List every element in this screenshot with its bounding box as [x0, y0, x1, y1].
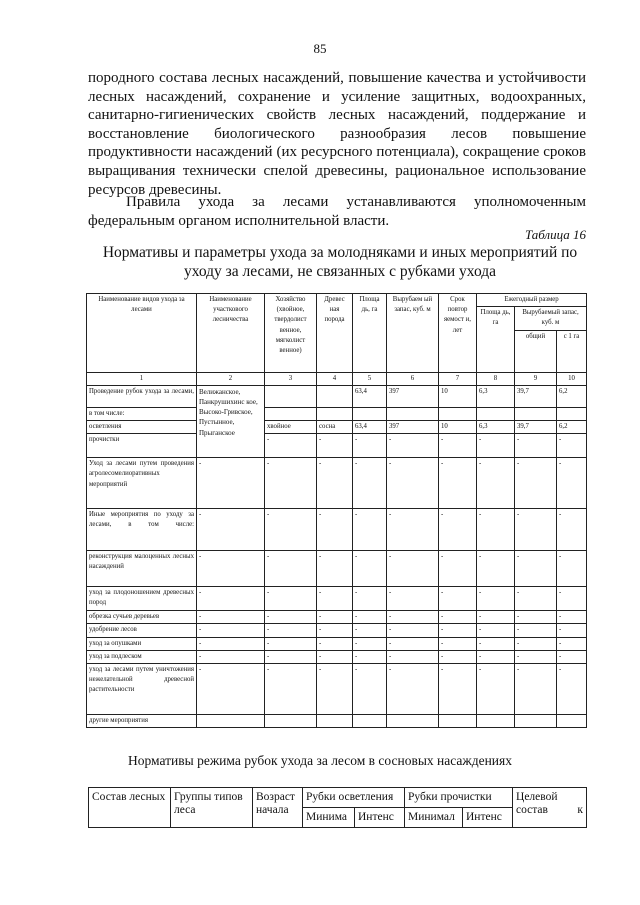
table-cell: 63,4	[353, 421, 387, 434]
table-cell: -	[439, 434, 477, 458]
table-cell: -	[439, 664, 477, 715]
table-cell	[439, 407, 477, 420]
table-cell: 6,2	[557, 385, 587, 407]
table-cell: -	[515, 458, 557, 509]
table-cell: -	[197, 458, 265, 509]
header-annual-volume: Вырубаемый запас, куб. м	[515, 307, 587, 330]
table-cell: -	[265, 434, 317, 458]
table-cell: -	[317, 509, 353, 551]
table-cell: -	[515, 551, 557, 587]
table-cell	[477, 407, 515, 420]
table-cell: -	[353, 637, 387, 650]
col-number: 2	[197, 372, 265, 385]
table-cell	[515, 715, 557, 728]
table-cell: -	[197, 637, 265, 650]
table-row-name: обрезка сучьев деревьев	[87, 611, 197, 624]
t2-header-target	[513, 788, 587, 828]
header-volume-per-ha: с 1 га	[557, 330, 587, 372]
t2-header-cleaning-int: Интенс	[463, 808, 513, 828]
table-cell	[317, 385, 353, 407]
table-row-name: Проведение рубок ухода за лесами,	[87, 385, 197, 407]
table-number: Таблица 16	[524, 227, 586, 242]
table-cell: -	[197, 587, 265, 611]
table-cell	[477, 715, 515, 728]
table-cell: -	[265, 587, 317, 611]
table-cell: -	[317, 434, 353, 458]
forest-care-table	[86, 293, 587, 728]
table-cell: -	[477, 587, 515, 611]
table-cell: 6,3	[477, 421, 515, 434]
table-row-name: в том числе:	[87, 407, 197, 420]
paragraph-line: выращивания технически спелой древесины, рациональное использование	[88, 162, 586, 179]
table-cell: -	[515, 650, 557, 663]
col-number: 10	[557, 372, 587, 385]
table-row-name: реконструкция малоценных лесных насаждений	[87, 551, 197, 587]
table-cell: 10	[439, 385, 477, 407]
table-cell: -	[477, 637, 515, 650]
table-cell: -	[477, 551, 515, 587]
table-cell	[353, 715, 387, 728]
table-cell: -	[477, 624, 515, 637]
table-cell: -	[353, 650, 387, 663]
table-cell: -	[265, 637, 317, 650]
table-row-name: уход за плодоношением древесных пород	[87, 587, 197, 611]
table-cell: -	[515, 637, 557, 650]
table-cell: сосна	[317, 421, 353, 434]
table-cell: -	[439, 458, 477, 509]
table-row-name: прочистки	[87, 434, 197, 458]
table-cell	[439, 715, 477, 728]
table-cell	[387, 715, 439, 728]
table-cell: -	[197, 664, 265, 715]
table-cell: -	[353, 509, 387, 551]
table-cell: -	[387, 509, 439, 551]
table-cell	[197, 715, 265, 728]
table-cell	[387, 407, 439, 420]
forestry-list: Велижанское, Панкрушихинс кое, Высоко-Гривское, Пустынное, Прыганское	[197, 385, 265, 457]
table-cell: -	[387, 434, 439, 458]
t2-header-forest-types: Группы типов леса	[171, 788, 253, 828]
paragraph-1	[88, 69, 586, 199]
t2-header-clearing: Рубки осветления	[303, 788, 405, 808]
table-cell: -	[477, 611, 515, 624]
table-row-name: уход за подлеском	[87, 650, 197, 663]
table-cell: -	[439, 637, 477, 650]
t2-header-target-k: к	[577, 804, 584, 816]
col-number: 5	[353, 372, 387, 385]
table-cell: -	[317, 458, 353, 509]
header-annual: Ежегодный размер	[477, 294, 587, 307]
col-number: 8	[477, 372, 515, 385]
table-cell: -	[265, 650, 317, 663]
table-cell: -	[317, 551, 353, 587]
thinning-regime-table	[88, 787, 587, 828]
table-cell: -	[353, 434, 387, 458]
t2-header-target-line1: Целевой	[516, 791, 558, 803]
table-cell: -	[353, 624, 387, 637]
table-cell: -	[265, 551, 317, 587]
table-cell: -	[387, 458, 439, 509]
table-row-name: уход за опушками	[87, 637, 197, 650]
col-number: 6	[387, 372, 439, 385]
t2-header-cleaning: Рубки прочистки	[405, 788, 513, 808]
paragraph-line: породного состава лесных насаждений, повышение качества и устойчивости	[88, 70, 586, 86]
table-cell	[557, 715, 587, 728]
table-cell: -	[439, 611, 477, 624]
table-cell: -	[265, 458, 317, 509]
table-cell: -	[477, 664, 515, 715]
paragraph-line: продуктивности насаждений (их ресурсного потенциала), сокращение сроков	[88, 144, 586, 161]
table-cell: -	[387, 611, 439, 624]
table-cell: -	[515, 664, 557, 715]
t2-header-clearing-int: Интенс	[355, 808, 405, 828]
table-cell: -	[265, 664, 317, 715]
header-period: Срок повтор яемост и, лет	[439, 294, 477, 373]
table-cell: 63,4	[353, 385, 387, 407]
table-cell	[353, 407, 387, 420]
t2-header-target-line2: состав	[516, 804, 548, 816]
table-cell: 6,2	[557, 421, 587, 434]
table-cell: -	[439, 551, 477, 587]
table-cell	[515, 407, 557, 420]
table-cell: -	[439, 624, 477, 637]
col-number: 9	[515, 372, 557, 385]
table-title-line-1: Нормативы и параметры ухода за молодняками и иных мероприятий по	[102, 244, 578, 261]
table-cell	[265, 407, 317, 420]
header-activity: Наименование видов ухода за лесами	[87, 294, 197, 373]
t2-header-cleaning-min: Минимал	[405, 808, 463, 828]
table-cell: -	[477, 650, 515, 663]
table-cell: -	[439, 509, 477, 551]
table-cell: -	[197, 611, 265, 624]
table-cell: -	[557, 664, 587, 715]
t2-header-composition: Состав лесных	[89, 788, 171, 828]
table-cell: -	[353, 458, 387, 509]
table-cell: -	[265, 611, 317, 624]
table-cell: -	[387, 664, 439, 715]
col-number: 1	[87, 372, 197, 385]
table-cell: -	[557, 637, 587, 650]
paragraph-line: лесных насаждений, сохранение и усиление защитных, водоохранных,	[88, 88, 586, 105]
table-row-name: уход за лесами путем уничтожения нежелательной древесной растительности	[87, 664, 197, 715]
table-cell: -	[317, 587, 353, 611]
table-cell: -	[387, 637, 439, 650]
table-cell	[557, 407, 587, 420]
table-cell	[317, 715, 353, 728]
table-cell: -	[515, 509, 557, 551]
table-cell: 10	[439, 421, 477, 434]
table-cell: -	[353, 587, 387, 611]
col-number: 7	[439, 372, 477, 385]
header-volume-total: общий	[515, 330, 557, 372]
table-cell: -	[557, 624, 587, 637]
table-cell: -	[197, 624, 265, 637]
table-cell: -	[515, 587, 557, 611]
table-cell: -	[477, 509, 515, 551]
table-row-name: другие мероприятия	[87, 715, 197, 728]
table-cell: -	[557, 458, 587, 509]
paragraph-line: федеральным органом исполнительной власти.	[88, 212, 390, 229]
paragraph-line: восстановление биологического разнообразия лесов повышение	[88, 125, 586, 142]
table-cell: -	[477, 434, 515, 458]
table-cell	[265, 385, 317, 407]
header-annual-area: Площа дь, га	[477, 307, 515, 372]
table-cell: хвойное	[265, 421, 317, 434]
paragraph-line: санитарно-гигиенических свойств лесных насаждений, поддержание и	[88, 107, 586, 124]
col-number: 3	[265, 372, 317, 385]
table-row-name: осветления	[87, 421, 197, 434]
table-row-name: Иные мероприятия по уходу за лесами, в том числе:	[87, 509, 197, 551]
table-cell: -	[197, 509, 265, 551]
table-cell: -	[317, 624, 353, 637]
table-cell: -	[557, 650, 587, 663]
table-cell: -	[439, 587, 477, 611]
table-cell: -	[353, 664, 387, 715]
page-number: 85	[313, 41, 327, 56]
header-forestry: Наименование участкового лесничества	[197, 294, 265, 373]
table-cell: -	[197, 551, 265, 587]
table-cell: 39,7	[515, 385, 557, 407]
paragraph-2	[88, 193, 586, 230]
header-species: Древес ная порода	[317, 294, 353, 373]
table-cell: -	[557, 611, 587, 624]
header-volume: Вырубаем ый запас, куб. м	[387, 294, 439, 373]
table-cell: -	[353, 611, 387, 624]
table-cell: 397	[387, 385, 439, 407]
t2-header-clearing-min: Минима	[303, 808, 355, 828]
table-cell: -	[515, 611, 557, 624]
table-cell: -	[557, 509, 587, 551]
table-row-name: удобрение лесов	[87, 624, 197, 637]
table-cell: -	[317, 637, 353, 650]
table-cell: -	[265, 509, 317, 551]
col-number: 4	[317, 372, 353, 385]
paragraph-line: ресурсов древесины.	[88, 181, 222, 198]
header-area: Площа дь, га	[353, 294, 387, 373]
table-cell: -	[515, 624, 557, 637]
table-cell: -	[265, 624, 317, 637]
table-cell: -	[353, 551, 387, 587]
table-cell	[317, 407, 353, 420]
table-cell: 397	[387, 421, 439, 434]
table-cell: -	[515, 434, 557, 458]
table-cell: -	[387, 587, 439, 611]
table-cell	[265, 715, 317, 728]
paragraph-line: Правила ухода за лесами устанавливаются уполномоченным	[126, 194, 586, 210]
table-cell: -	[317, 664, 353, 715]
table-cell: -	[197, 650, 265, 663]
table-cell: -	[387, 624, 439, 637]
table2-title: Нормативы режима рубок ухода за лесом в сосновых насаждениях	[128, 753, 512, 768]
table-row-name: Уход за лесами путем проведения агролесомелиоративных мероприятий	[87, 458, 197, 509]
table-cell: -	[477, 458, 515, 509]
table-cell: 39,7	[515, 421, 557, 434]
t2-header-start-age: Возраст начала	[253, 788, 303, 828]
table-cell: -	[387, 650, 439, 663]
table-cell: -	[317, 650, 353, 663]
table-title-line-2: уходу за лесами, не связанных с рубками ухода	[183, 263, 497, 280]
header-economy: Хозяйство (хвойное, твердолист венное, мягколист венное)	[265, 294, 317, 373]
table-cell: -	[557, 551, 587, 587]
table-cell: -	[317, 611, 353, 624]
table-cell: -	[557, 587, 587, 611]
table-cell: -	[557, 434, 587, 458]
table-cell: -	[439, 650, 477, 663]
table-cell: 6,3	[477, 385, 515, 407]
table-cell: -	[387, 551, 439, 587]
